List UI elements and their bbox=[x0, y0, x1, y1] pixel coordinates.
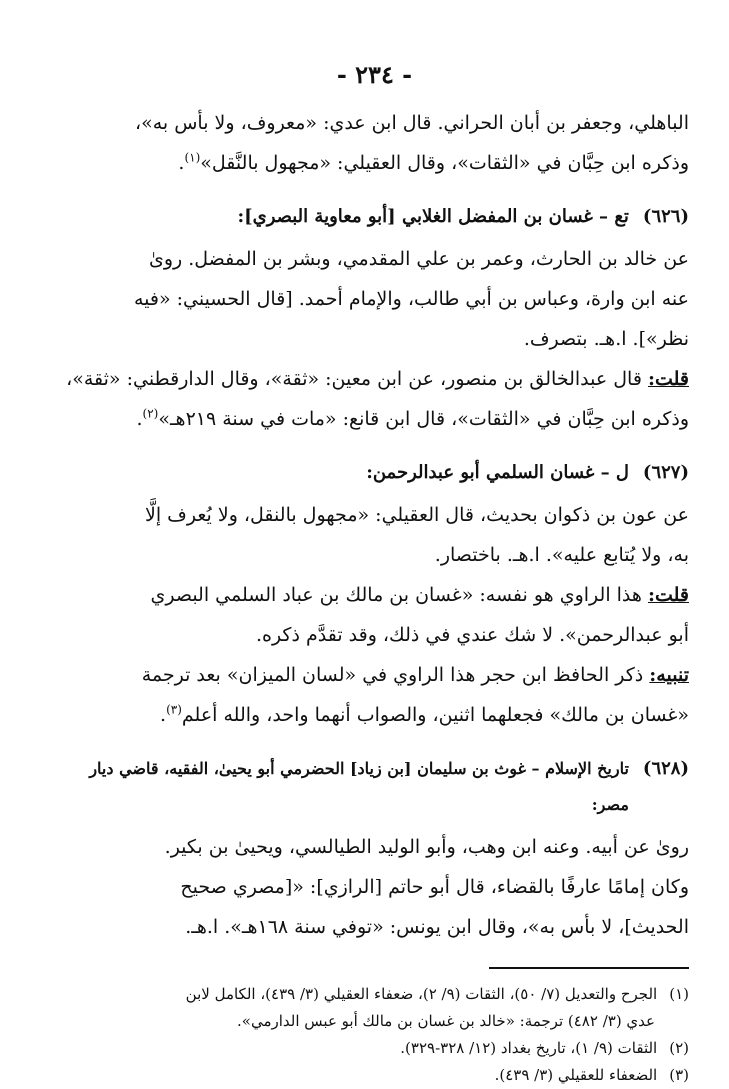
body-line: نظر»]. ا.هـ. بتصرف. bbox=[523, 328, 689, 350]
footnote-ref: (١) bbox=[184, 150, 201, 165]
body-line: به، ولا يُتابع عليه». ا.هـ. باختصار. bbox=[434, 544, 689, 566]
entry-number: (٦٢٨) bbox=[642, 758, 689, 779]
footnote-item bbox=[60, 1035, 689, 1062]
warning-line: «غسان بن مالك» فجعلهما اثنين، والصواب أنهما واحد، والله أعلم bbox=[181, 704, 689, 726]
entry-note: قلت: قال عبدالخالق بن منصور، عن ابن معين: «ثقة»، وقال الدارقطني: «ثقة»، وذكره ابن حِبَّان في «الثقات»، قال ابن قانع: «مات في سنة ٢١٩هـ»$^{(٢)}$. bbox=[66, 368, 689, 430]
footnote-number: (١) bbox=[669, 985, 689, 1003]
entry-body bbox=[60, 239, 689, 359]
note-label: قلت: bbox=[647, 368, 689, 390]
note-line: أبو عبدالرحمن». لا شك عندي في ذلك، وقد تقدَّم ذكره. bbox=[255, 624, 689, 646]
entry-heading bbox=[60, 751, 689, 823]
footnote-text: الثقات (٩/ ١)، تاريخ بغداد (١٢/ ٣٢٨-٣٢٩). bbox=[400, 1039, 658, 1057]
note-line: هذا الراوي هو نفسه: «غسان بن مالك بن عباد السلمي البصري bbox=[150, 584, 642, 606]
body-line: الحديث]، لا بأس به»، وقال ابن يونس: «توفي سنة ١٦٨هـ». ا.هـ. bbox=[185, 916, 689, 938]
intro-line: الباهلي، وجعفر بن أبان الحراني. قال ابن عدي: «معروف، ولا بأس به»، bbox=[134, 112, 689, 134]
footnote-number: (٢) bbox=[669, 1039, 689, 1057]
body-line: عن خالد بن الحارث، وعمر بن علي المقدمي، وبشر بن المفضل. روىٰ bbox=[148, 248, 689, 270]
footnote-ref: (٣) bbox=[166, 702, 182, 717]
entry-body bbox=[60, 827, 689, 947]
footnotes bbox=[60, 981, 689, 1089]
body-line: عنه ابن وارة، وعباس بن أبي طالب، والإمام أحمد. [قال الحسيني: «فيه bbox=[133, 288, 689, 310]
page-number: - ٢٣٤ - bbox=[336, 60, 413, 89]
intro-paragraph: الباهلي، وجعفر بن أبان الحراني. قال ابن عدي: «معروف، ولا بأس به»، وذكره ابن حِبَّان في «الثقات»، وقال العقيلي: «مجهول بالنَّقل»$^{(١)}$. bbox=[134, 112, 689, 174]
footnote-text: الضعفاء للعقيلي (٣/ ٤٣٩). bbox=[494, 1066, 658, 1084]
entry-heading bbox=[60, 455, 689, 491]
body-line: وكان إمامًا عارفًا بالقضاء، قال أبو حاتم [الرازي]: «[مصري صحيح bbox=[180, 876, 689, 898]
entry-number: (٦٢٧) bbox=[642, 462, 689, 483]
entry-body bbox=[60, 495, 689, 575]
body-line: عن عون بن ذكوان بحديث، قال العقيلي: «مجهول بالنقل، ولا يُعرف إلَّا bbox=[145, 504, 689, 526]
entry-title: ل – غسان السلمي أبو عبدالرحمن: bbox=[366, 462, 629, 483]
footnote-divider bbox=[489, 967, 689, 969]
footnote-item bbox=[60, 1062, 689, 1089]
footnote-continuation: عدي (٣/ ٤٨٢) ترجمة: «خالد بن غسان بن مالك أبو عبس الدارمي». bbox=[237, 1012, 655, 1030]
entry-warning: تنبيه: ذكر الحافظ ابن حجر هذا الراوي في «لسان الميزان» بعد ترجمة «غسان بن مالك» فجعلهما اثنين، والصواب أنهما واحد، والله أعلم$^{(٣)}$. bbox=[141, 664, 689, 726]
entry-heading bbox=[60, 199, 689, 235]
warning-line: ذكر الحافظ ابن حجر هذا الراوي في «لسان الميزان» بعد ترجمة bbox=[141, 664, 644, 686]
entry-number: (٦٢٦) bbox=[642, 206, 689, 227]
footnote-ref: (٢) bbox=[142, 406, 159, 421]
entry-628 bbox=[60, 751, 689, 947]
footnote-item bbox=[60, 981, 689, 1008]
note-label: قلت: bbox=[647, 584, 689, 606]
entry-title: تاريخ الإسلام – غوث بن سليمان [بن زياد] الحضرمي أبو يحيىٰ، الفقيه، قاضي ديار مصر: bbox=[89, 759, 629, 814]
footnote-number: (٣) bbox=[669, 1066, 689, 1084]
entry-note bbox=[60, 575, 689, 655]
footnote-text: الجرح والتعديل (٧/ ٥٠)، الثقات (٩/ ٢)، ضعفاء العقيلي (٣/ ٤٣٩)، الكامل لابن bbox=[185, 985, 658, 1003]
body-line: روىٰ عن أبيه. وعنه ابن وهب، وأبو الوليد الطيالسي، ويحيىٰ بن بكير. bbox=[164, 836, 689, 858]
note-line: وذكره ابن حِبَّان في «الثقات»، قال ابن قانع: «مات في سنة ٢١٩هـ» bbox=[158, 408, 689, 430]
warning-label: تنبيه: bbox=[649, 664, 689, 686]
entry-626 bbox=[60, 199, 689, 439]
intro-line: وذكره ابن حِبَّان في «الثقات»، وقال العقيلي: «مجهول بالنَّقل» bbox=[200, 152, 689, 174]
note-line: قال عبدالخالق بن منصور، عن ابن معين: «ثقة»، وقال الدارقطني: «ثقة»، bbox=[66, 368, 642, 390]
entry-627 bbox=[60, 455, 689, 735]
entry-title: تع – غسان بن المفضل الغلابي [أبو معاوية البصري]: bbox=[237, 206, 629, 227]
